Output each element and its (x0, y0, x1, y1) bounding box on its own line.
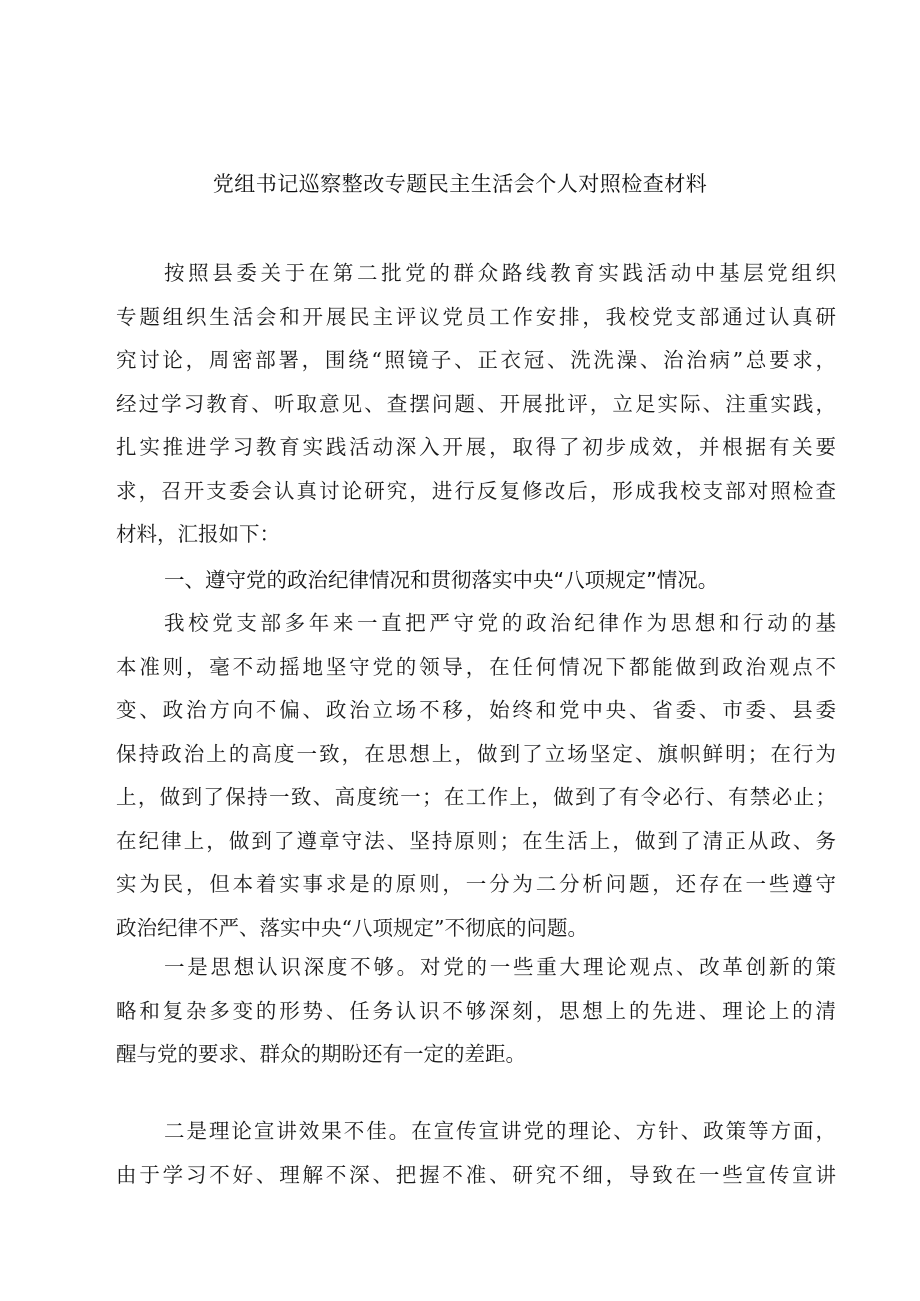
paragraph-line: 二是理论宣讲效果不佳。在宣传宣讲党的理论、方针、政策等方面， (164, 1119, 836, 1143)
paragraph-line: 变、政治方向不偏、政治立场不移，始终和党中央、省委、市委、县委 (116, 698, 836, 722)
intro-paragraph (116, 252, 836, 557)
paragraph-line: 由于学习不好、理解不深、把握不准、研究不细，导致在一些宣传宣讲 (116, 1162, 836, 1187)
paragraph-line: 本准则，毫不动摇地坚守党的领导，在任何情况下都能做到政治观点不 (116, 654, 836, 679)
paragraph-line: 上，做到了保持一致、高度统一；在工作上，做到了有令必行、有禁必止； (116, 785, 836, 809)
section-paragraph (116, 602, 836, 950)
paragraph-line: 在纪律上，做到了遵章守法、坚持原则；在生活上，做到了清正从政、务 (116, 828, 836, 853)
section-heading: 一、遵守党的政治纪律情况和贯彻落实中央“八项规定”情况。 (164, 568, 719, 592)
paragraph-line: 经过学习教育、听取意见、查摆问题、开展批评，立足实际、注重实践， (116, 391, 836, 416)
paragraph-line: 政治纪律不严、落实中央“八项规定”不彻底的问题。 (116, 915, 588, 940)
paragraph-line: 实为民，但本着实事求是的原则，一分为二分析问题，还存在一些遵守 (116, 872, 836, 896)
paragraph-line: 保持政治上的高度一致，在思想上，做到了立场坚定、旗帜鲜明；在行为 (116, 741, 836, 766)
paragraph-line: 我校党支部多年来一直把严守党的政治纪律作为思想和行动的基 (164, 611, 836, 635)
paragraph-line: 一是思想认识深度不够。对党的一些重大理论观点、改革创新的策 (164, 955, 836, 979)
paragraph-line: 专题组织生活会和开展民主评议党员工作安排，我校党支部通过认真研 (116, 304, 836, 329)
section-paragraph (116, 1110, 836, 1197)
paragraph-line: 求，召开支委会认真讨论研究，进行反复修改后，形成我校支部对照检查 (116, 478, 836, 503)
section-paragraph (116, 946, 836, 1077)
paragraph-line: 究讨论，周密部署，围绕“照镜子、正衣冠、洗洗澡、治治病”总要求， (116, 348, 836, 372)
paragraph-line: 材料，汇报如下： (116, 522, 280, 546)
document-title: 党组书记巡察整改专题民主生活会个人对照检查材料 (212, 172, 708, 196)
paragraph-line: 扎实推进学习教育实践活动深入开展，取得了初步成效，并根据有关要 (116, 435, 836, 459)
paragraph-line: 醒与党的要求、群众的期盼还有一定的差距。 (116, 1042, 526, 1066)
paragraph-line: 按照县委关于在第二批党的群众路线教育实践活动中基层党组织 (164, 261, 836, 285)
paragraph-line: 略和复杂多变的形势、任务认识不够深刻，思想上的先进、理论上的清 (116, 998, 836, 1023)
